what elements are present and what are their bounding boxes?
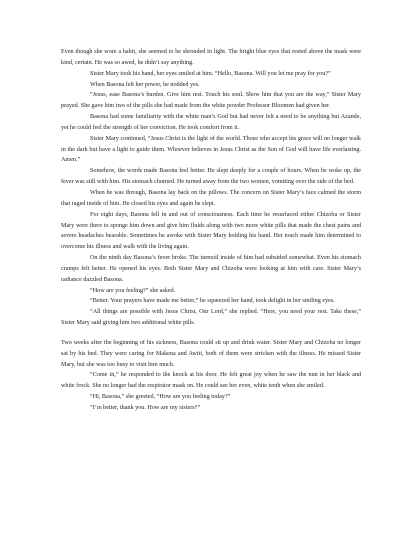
- paragraph: On the ninth day Basona’s fever broke. The turmoil inside of him had subsided somewhat. Even his stomach cramps felt better. He opened his eyes. Both Sister Mary and Chizoba were looking at him with care. Sister Mary’s radiance dazzled Basona.: [61, 255, 361, 283]
- paragraph: “I’m better, thank you. How are my sisters?”: [90, 405, 201, 411]
- paragraph: “Better. Your prayers have made me better,” he squeezed her hand, took delight in her smiling eyes.: [90, 298, 335, 305]
- body-text: [61, 47, 361, 414]
- paragraph: Sister Mary continued, “Jesus Christ is the light of the world. Those who accept his grace will no longer walk in the dark but have a light to guide them. Whoever believes in Jesus Christ as the Son of God will have life everlasting. Amen.”: [61, 135, 361, 164]
- paragraph: When Basona felt her power, he nodded yes.: [90, 81, 200, 88]
- paragraph: Basona had some familiarity with the white man’s God but had never felt a need to be anything but Azande, yet he could feel the strength of her conviction. He took comfort from it.: [61, 114, 361, 131]
- paragraph: Even though she wore a habit, she seemed to be shrouded in light. The bright blue eyes that rested above the mask were kind, certain. He was so awed, he didn’t say anything.: [61, 49, 361, 66]
- paragraph: For eight days, Basona fell in and out of consciousness. Each time he resurfaced either Chizoba or Sister Mary were there to sponge him down and give him fluids along with two more white pills that made the chest pains and severe headaches bearable. Sometimes he awoke with Sister Mary holding his hand. Her touch made him determined to overcome his illness and walk with the living again.: [61, 211, 361, 251]
- paragraph: Somehow, the words made Basona feel better. He slept deeply for a couple of hours. When he woke up, the fever was still with him. His stomach churned. He turned away from the two women, vomiting over the side of the bed.: [61, 168, 361, 186]
- paragraph: “Jesus, ease Basona’s burden. Give him rest. Touch his soul. Show him that you are the way,” Sister Mary prayed. She gave him two of the pills she had made from the white powder Professor Bloomen had given her.: [61, 92, 361, 110]
- paragraph: Sister Mary took his hand, her eyes smiled at him. “Hello, Basona. Will you let me pray for you?”: [90, 70, 331, 77]
- paragraph: When he was through, Basona lay back on the pillows. The concern on Sister Mary’s face calmed the storm that raged inside of him. He closed his eyes and again he slept.: [61, 189, 361, 207]
- paragraph: “Come in,” he responded to the knock at his door. He felt great joy when he saw the nun in her black and white frock. She no longer had the respirator mask on. He could see her even, white teeth when she smiled.: [61, 372, 361, 390]
- paragraph: Two weeks after the beginning of his sickness, Basona could sit up and drink water. Sister Mary and Chizoba no longer sat by his bed. They were caring for Makena and Awiti, both of them were stricken with the illness. He missed Sister Mary, but she was too busy to visit him much.: [61, 339, 361, 368]
- paragraph: “All things are possible with Jesus Christ, Our Lord,” she replied. “Here, you need your rest. Take these,” Sister Mary said giving him two additional white pills.: [61, 309, 361, 327]
- paragraph: “Hi, Basona,” she greeted, “How are you feeling today?”: [90, 394, 231, 401]
- paragraph: “How are you feeling?” she asked.: [90, 287, 176, 294]
